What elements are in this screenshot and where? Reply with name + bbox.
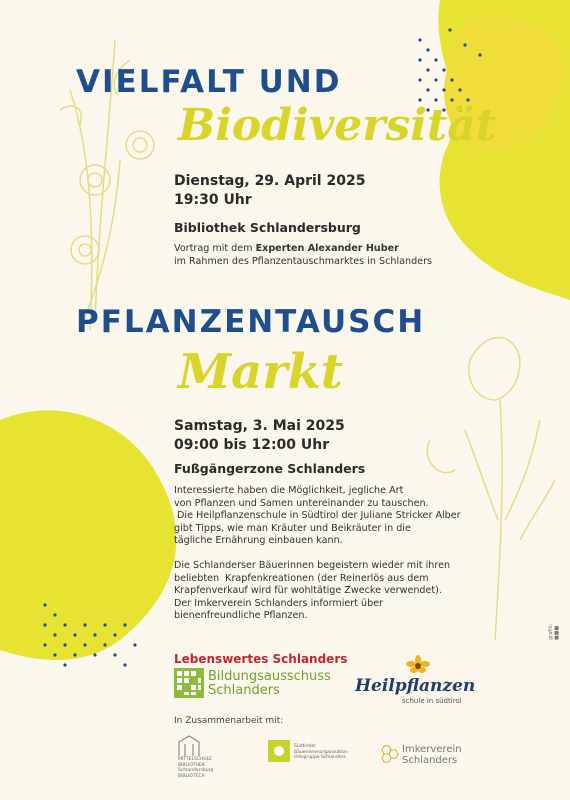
para2-line: Die Schlanderser Bäuerinnen begeistern wieder mit ihren bbox=[174, 560, 451, 571]
imker-line2: Schlanders bbox=[402, 755, 458, 766]
cooperation-label: In Zusammenarbeit mit: bbox=[174, 716, 284, 726]
para2-line: bienenfreundliche Pflanzen. bbox=[174, 610, 308, 622]
yellow-blob-bottom-left bbox=[0, 410, 176, 660]
para2-line: beliebten Krapfenkreationen (der Reinerlös aus dem bbox=[174, 572, 429, 584]
bildungsausschuss-grid-icon bbox=[174, 668, 204, 698]
event2-paragraph2 bbox=[174, 560, 474, 623]
para2-line: Der Imkerverein Schlanders informiert über bbox=[174, 597, 384, 609]
bildungsausschuss-text bbox=[208, 670, 331, 698]
para2-line: Krapfenverkauf wird für wohltätige Zwecke verwendet). bbox=[174, 585, 442, 597]
event1-description bbox=[174, 243, 474, 268]
event1-date: Dienstag, 29. April 2025 bbox=[174, 173, 366, 189]
event1-script-title: Biodiversität bbox=[178, 100, 497, 151]
para1-line: tägliche Ernährung einbauen kann. bbox=[174, 535, 343, 547]
imker-line1: Imkerverein bbox=[402, 744, 462, 755]
library-building-icon bbox=[176, 734, 202, 756]
heilpflanzen-logo-text: Heilpflanzen bbox=[355, 676, 476, 696]
event2-title: PFLANZENTAUSCH bbox=[76, 304, 426, 340]
para1-line: gibt Tipps, wie man Kräuter und Beikräuter in die bbox=[174, 522, 411, 534]
bas-line2: Schlanders bbox=[208, 683, 280, 698]
event2-date: Samstag, 3. Mai 2025 bbox=[174, 418, 345, 434]
heilpflanzen-sub: schule in südtirol bbox=[402, 697, 462, 705]
event1-desc-line2: im Rahmen des Pflanzentauschmarktes in Schlanders bbox=[174, 255, 433, 267]
sbo-line: Südtiroler bbox=[294, 744, 316, 749]
honeycomb-icon bbox=[378, 744, 400, 766]
para1-line: von Pflanzen und Samen untereinander zu tauschen. bbox=[174, 497, 429, 509]
lib-line: BIBLIOTHEK bbox=[178, 762, 205, 768]
lib-line: BIBLIOTECA bbox=[178, 773, 205, 779]
lib-line: Schlandersburg bbox=[178, 768, 214, 773]
sbo-logo-text bbox=[294, 744, 348, 761]
event1-desc-bold: Experten Alexander Huber bbox=[255, 243, 399, 254]
bas-line1: Bildungsausschuss bbox=[208, 669, 331, 684]
sbo-logo bbox=[268, 740, 290, 766]
bildungsausschuss-logo bbox=[174, 668, 204, 702]
sbo-square-icon bbox=[268, 740, 290, 762]
sbo-line: Ortsgruppe Schlanders bbox=[294, 755, 346, 760]
para1-line: Die Heilpflanzenschule in Südtirol der Juliane Stricker Alber bbox=[174, 510, 461, 522]
event1-time: 19:30 Uhr bbox=[174, 192, 252, 208]
event2-script-title: Markt bbox=[178, 344, 343, 400]
library-logo-text bbox=[178, 757, 213, 779]
lib-line: MITTELSCHULE bbox=[178, 757, 213, 762]
sbo-line: Bäuerinnenorganisation bbox=[294, 749, 348, 755]
side-credit: grafik: ■■■ bbox=[548, 623, 560, 640]
event2-place: Fußgängerzone Schlanders bbox=[174, 461, 366, 476]
event1-place: Bibliothek Schlandersburg bbox=[174, 220, 361, 235]
imkerverein-text bbox=[402, 744, 462, 766]
event1-title: VIELFALT UND bbox=[76, 64, 342, 100]
event2-time: 09:00 bis 12:00 Uhr bbox=[174, 437, 330, 453]
para1-line: Interessierte haben die Möglichkeit, jegliche Art bbox=[174, 485, 404, 496]
event2-paragraph1 bbox=[174, 485, 474, 548]
imkerverein-logo bbox=[378, 744, 400, 770]
event1-desc-pre: Vortrag mit dem bbox=[174, 243, 256, 254]
lebenswertes-logo-text: Lebenswertes Schlanders bbox=[174, 652, 348, 666]
